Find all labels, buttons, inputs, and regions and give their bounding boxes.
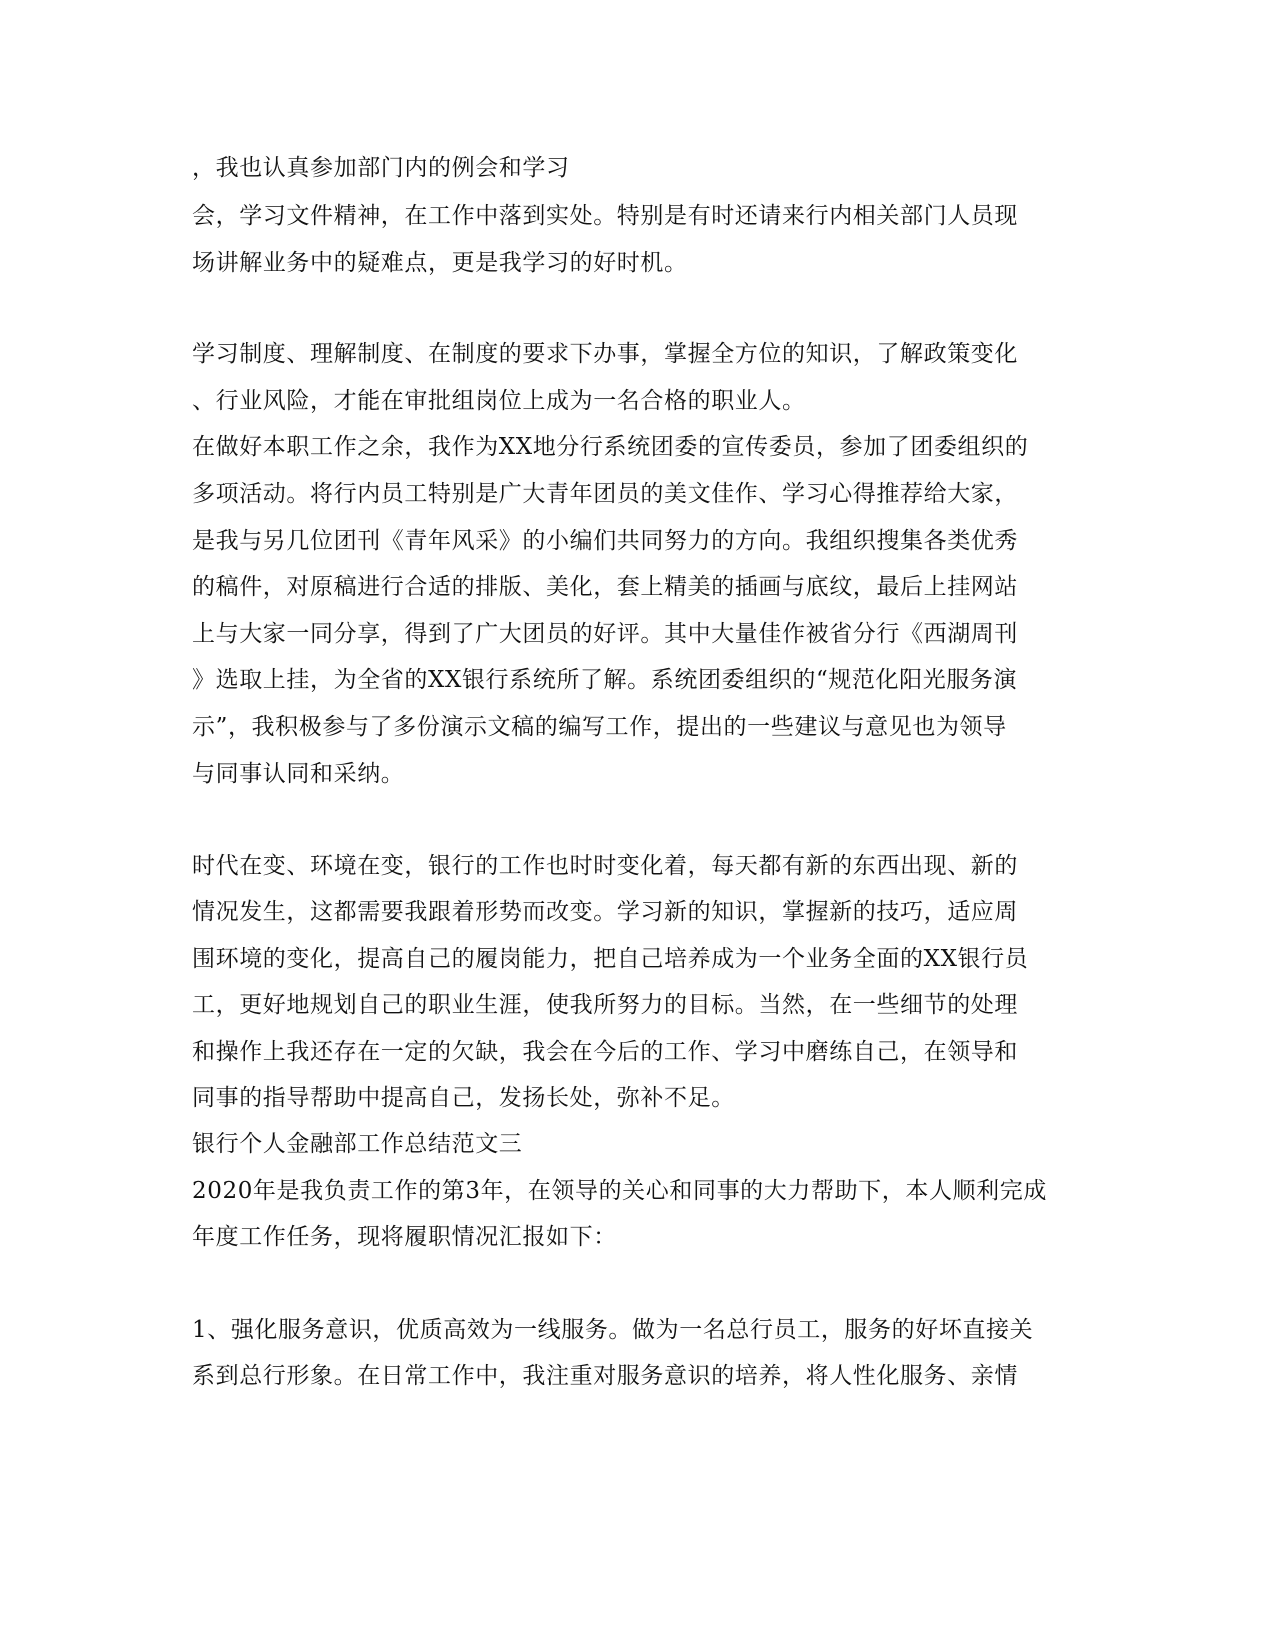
text-line: 场讲解业务中的疑难点，更是我学习的好时机。 bbox=[192, 250, 688, 276]
text-line: 是我与另几位团刊《青年风采》的小编们共同努力的方向。我组织搜集各类优秀 bbox=[192, 528, 1018, 554]
text-line: 1、强化服务意识，优质高效为一线服务。做为一名总行员工，服务的好坏直接关 bbox=[192, 1317, 1034, 1343]
text-line: 系到总行形象。在日常工作中，我注重对服务意识的培养，将人性化服务、亲情 bbox=[192, 1363, 1018, 1389]
section-heading: 银行个人金融部工作总结范文三 bbox=[192, 1131, 523, 1157]
text-line: 会，学习文件精神，在工作中落到实处。特别是有时还请来行内相关部门人员现 bbox=[192, 203, 1018, 229]
text-line: 情况发生，这都需要我跟着形势而改变。学习新的知识，掌握新的技巧，适应周 bbox=[192, 899, 1018, 925]
text-line: 在做好本职工作之余，我作为XX地分行系统团委的宣传委员，参加了团委组织的 bbox=[192, 434, 1029, 460]
text-line: 》选取上挂，为全省的XX银行系统所了解。系统团委组织的“规范化阳光服务演 bbox=[192, 667, 1018, 693]
text-line: 上与大家一同分享，得到了广大团员的好评。其中大量佳作被省分行《西湖周刊 bbox=[192, 621, 1018, 647]
text-line: 、行业风险，才能在审批组岗位上成为一名合格的职业人。 bbox=[192, 388, 806, 414]
text-line: 围环境的变化，提高自己的履岗能力，把自己培养成为一个业务全面的XX银行员 bbox=[192, 946, 1029, 972]
text-line: 同事的指导帮助中提高自己，发扬长处，弥补不足。 bbox=[192, 1085, 735, 1111]
text-line: 年度工作任务，现将履职情况汇报如下： bbox=[192, 1224, 617, 1250]
text-line: 和操作上我还存在一定的欠缺，我会在今后的工作、学习中磨练自己，在领导和 bbox=[192, 1039, 1018, 1065]
text-line: 时代在变、环境在变，银行的工作也时时变化着，每天都有新的东西出现、新的 bbox=[192, 853, 1018, 879]
text-line: ，我也认真参加部门内的例会和学习 bbox=[192, 155, 570, 181]
text-line: 示”，我积极参与了多份演示文稿的编写工作，提出的一些建议与意见也为领导 bbox=[192, 714, 1007, 740]
text-line: 多项活动。将行内员工特别是广大青年团员的美文佳作、学习心得推荐给大家， bbox=[192, 481, 1018, 507]
text-line: 工，更好地规划自己的职业生涯，使我所努力的目标。当然，在一些细节的处理 bbox=[192, 992, 1018, 1018]
text-line: 2020年是我负责工作的第3年，在领导的关心和同事的大力帮助下，本人顺利完成 bbox=[192, 1178, 1047, 1204]
text-line: 与同事认同和采纳。 bbox=[192, 761, 405, 787]
text-line: 的稿件，对原稿进行合适的排版、美化，套上精美的插画与底纹，最后上挂网站 bbox=[192, 574, 1018, 600]
text-line: 学习制度、理解制度、在制度的要求下办事，掌握全方位的知识，了解政策变化 bbox=[192, 341, 1018, 367]
